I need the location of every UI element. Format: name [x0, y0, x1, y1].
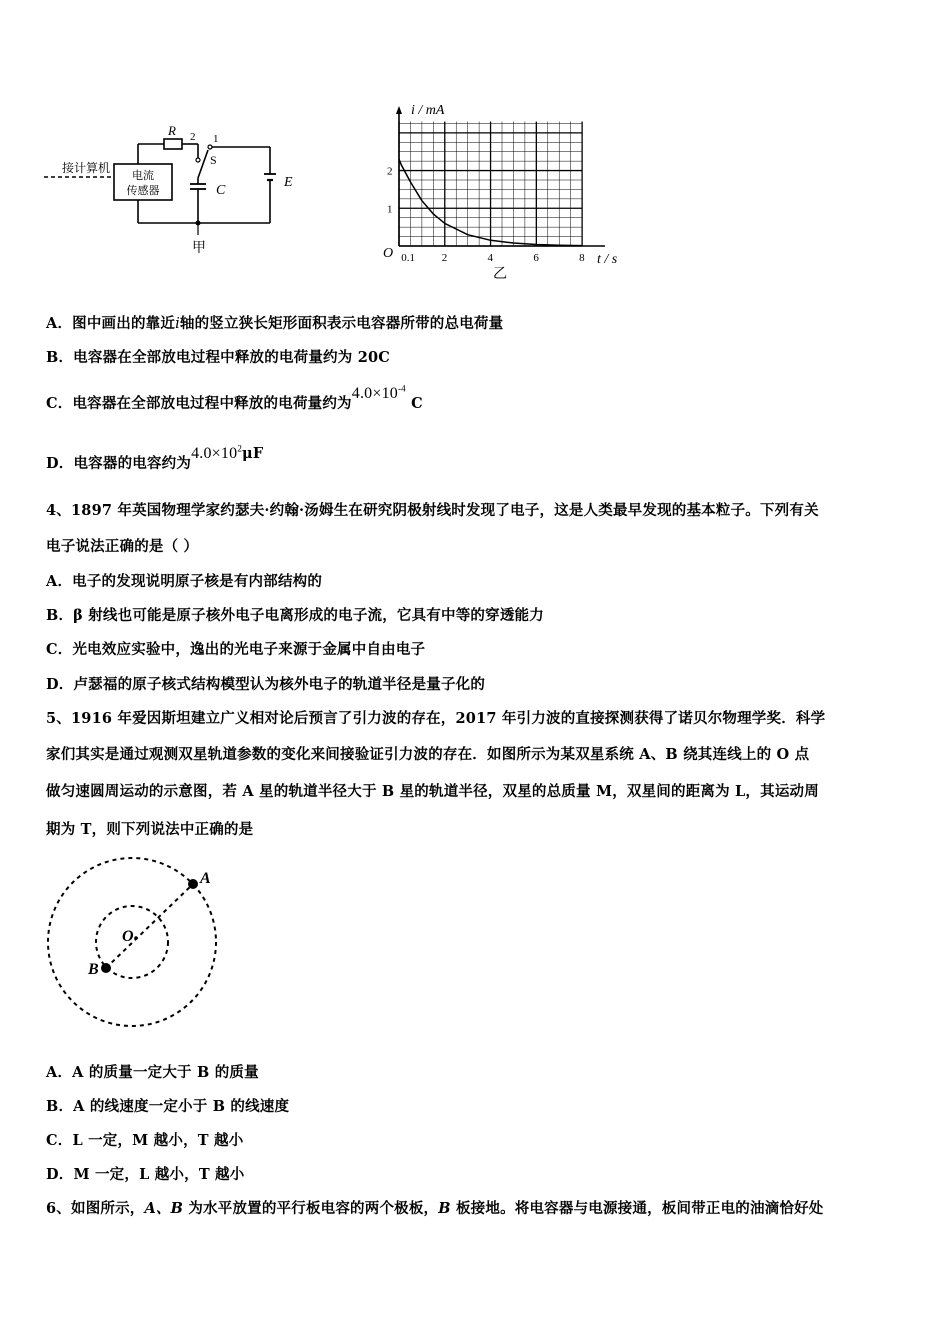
q4-option-a: A．电子的发现说明原子核是有内部结构的 — [46, 573, 323, 590]
chart-grid — [399, 122, 582, 246]
current-time-graph — [375, 100, 635, 285]
x-tick-label: 2 — [441, 252, 448, 264]
q5-option-d: D．M 一定，L 越小，T 越小 — [46, 1166, 245, 1183]
y-axis-arrow — [396, 106, 402, 114]
q3-option-d-exp: 2 — [237, 443, 243, 454]
x-tick-label: 4 — [487, 252, 494, 264]
q3-option-a-rest: 轴的竖立狭长矩形面积表示电容器所带的总电荷量 — [179, 315, 504, 332]
q3-option-d-text: D．电容器的电容约为 — [46, 455, 192, 472]
q6-stem-mid: 为水平放置的平行板电容的两个极板， — [183, 1200, 439, 1217]
label-S: S — [210, 153, 217, 167]
q3-option-c — [46, 383, 423, 413]
q5-stem-line-2: 家们其实是通过观测双星轨道参数的变化来间接验证引力波的存在．如图所示为某双星系统 A、B 绕其连线上的 O 点 — [46, 746, 810, 763]
q3-option-a-text: A．图中画出的靠近 — [46, 315, 176, 332]
label-star-B: B — [88, 961, 99, 978]
q3-option-d — [46, 443, 264, 473]
q3-option-c-text: C．电容器在全部放电过程中释放的电荷量约为 — [46, 395, 352, 412]
origin-label: O — [383, 246, 394, 261]
label-R: R — [168, 123, 176, 138]
q5-option-b: B．A 的线速度一定小于 B 的线速度 — [46, 1098, 290, 1115]
q3-option-c-exp: -4 — [397, 383, 406, 394]
x-tick-label: 6 — [533, 252, 539, 264]
y-axis-label: i / mA — [411, 103, 445, 118]
q3-option-a-italic: i — [175, 316, 180, 332]
q3-option-d-math: 4.0×10 — [191, 445, 238, 462]
x-tick-label: 0.1 — [401, 252, 416, 264]
label-star-A: A — [200, 870, 211, 887]
x-axis-label: t / s — [597, 252, 618, 267]
q4-option-d: D．卢瑟福的原子核式结构模型认为核外电子的轨道半径是量子化的 — [46, 676, 486, 693]
binary-star-diagram — [40, 850, 230, 1035]
q3-option-d-unit: μF — [242, 445, 264, 462]
y-tick-label: 2 — [387, 165, 393, 178]
q5-option-a: A．A 的质量一定大于 B 的质量 — [46, 1064, 259, 1081]
star-B — [101, 963, 111, 973]
label-C: C — [216, 183, 226, 198]
q6-stem-post: 板接地。将电容器与电源接通，板间带正电的油滴恰好处 — [450, 1200, 824, 1217]
q5-stem-line-3: 做匀速圆周运动的示意图，若 A 星的轨道半径大于 B 星的轨道半径，双星的总质量 M，双星间的距离为 L，其运动周 — [46, 783, 819, 800]
q4-option-b: B．β 射线也可能是原子核外电子电离形成的电子流，它具有中等的穿透能力 — [46, 607, 544, 624]
q3-option-c-unit: C — [411, 395, 423, 412]
center-O — [134, 936, 138, 940]
q5-option-c: C．L 一定，M 越小，T 越小 — [46, 1132, 244, 1149]
q6-stem-b: B — [438, 1200, 451, 1217]
q5-stem-line-4: 期为 T，则下列说法中正确的是 — [46, 821, 254, 838]
connecting-line — [106, 884, 193, 968]
label-2: 2 — [190, 131, 196, 143]
caption-jia: 甲 — [192, 241, 206, 256]
label-sensor-2: 传感器 — [126, 185, 160, 197]
q5-stem-line-1: 5、1916 年爱因斯坦建立广义相对论后预言了引力波的存在，2017 年引力波的直接探测获得了诺贝尔物理学奖．科学 — [46, 710, 826, 727]
label-computer: 接计算机 — [62, 161, 111, 175]
q6-stem-pre: 6、如图所示， — [46, 1200, 145, 1217]
label-1: 1 — [213, 133, 219, 145]
caption-yi: 乙 — [493, 267, 507, 282]
q4-stem-line-2: 电子说法正确的是（ ） — [46, 538, 199, 555]
q6-stem-ab: A、B — [144, 1200, 184, 1217]
q3-option-a — [46, 312, 503, 333]
q3-option-b: B．电容器在全部放电过程中释放的电荷量约为 20C — [46, 349, 391, 366]
label-sensor-1: 电流 — [132, 170, 154, 182]
label-center-O: O — [122, 928, 134, 945]
switch-S — [198, 150, 208, 178]
circuit-diagram — [40, 120, 310, 260]
q4-option-c: C．光电效应实验中，逸出的光电子来源于金属中自由电子 — [46, 641, 426, 658]
x-tick-label: 8 — [579, 252, 585, 264]
q4-stem-line-1: 4、1897 年英国物理学家约瑟夫·约翰·汤姆生在研究阴极射线时发现了电子，这是人类最早发现的基本粒子。下列有关 — [46, 502, 819, 519]
y-tick-label: 1 — [387, 203, 393, 216]
q3-option-c-math: 4.0×10 — [351, 385, 398, 402]
label-E: E — [284, 175, 293, 190]
q6-stem-line-1 — [46, 1197, 823, 1218]
star-A — [188, 879, 198, 889]
resistor-R — [164, 139, 182, 149]
